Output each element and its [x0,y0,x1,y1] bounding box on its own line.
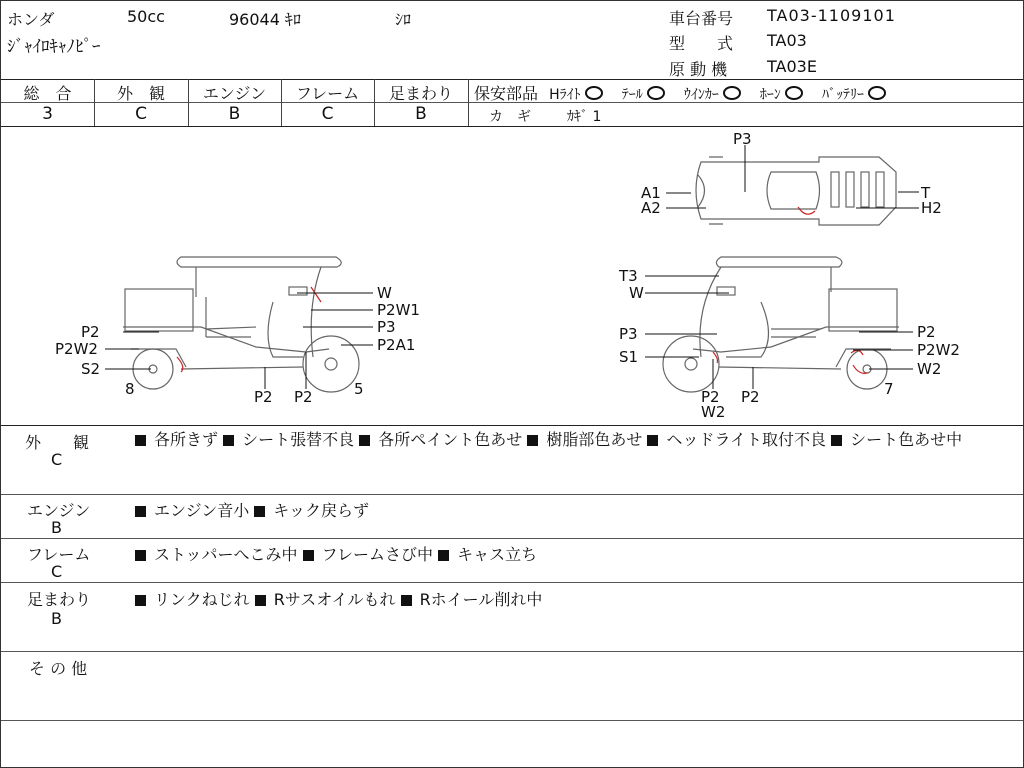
label-right-s1: S1 [619,348,639,366]
engine-type-value: TA03E [767,57,817,76]
right-side-scooter [663,257,899,392]
label-right-p3: P3 [619,325,638,343]
label-right-p2-bottom1: P2 [701,388,720,406]
frame-grade: C [321,104,334,124]
frame-label: フレーム [295,84,360,103]
damage-diagram [1,127,1023,425]
bullet-icon [223,435,234,446]
label-left-p2-bottom2: P2 [294,388,313,406]
bullet-icon [527,435,538,446]
maker: ホンダ [7,10,55,29]
bullet-icon [359,435,370,446]
remark-item: ストッパーへこみ中 [154,545,298,564]
remark-title: そ の 他 [29,659,88,678]
label-left-p2w1: P2W1 [377,301,420,319]
remark-suspension [1,583,1023,651]
model-name: ｼﾞｬｲﾛｷｬﾉﾋﾟｰ [7,37,101,57]
label-right-w2-bottom: W2 [701,403,726,421]
safety-headlight: Hﾗｲﾄ [549,87,581,103]
left-side-scooter [123,257,359,392]
safety-horn: ﾎｰﾝ [759,87,781,103]
bullet-icon [255,595,266,606]
remark-item: シート張替不良 [242,430,355,449]
divider [1,79,1023,80]
bullet-icon [401,595,412,606]
engine-label: エンジン [202,84,267,103]
safety-parts [474,81,900,104]
divider [1,720,1023,721]
engine-grade: B [228,104,241,124]
overall-grade: 3 [42,104,53,124]
displacement: 50cc [127,7,165,26]
label-right-p2-bottom2: P2 [741,388,760,406]
label-left-8: 8 [125,380,135,398]
bullet-icon [135,550,146,561]
bullet-icon [254,506,265,517]
remark-item: キャス立ち [457,545,538,564]
remark-title: 外 観 [25,433,90,452]
color: ｼﾛ [395,10,412,29]
label-right-7: 7 [884,380,894,398]
engine-type-label: 原 動 機 [669,60,728,79]
top-view-scooter [696,157,896,225]
remark-title: フレーム [27,545,91,564]
suspension-label: 足まわり [388,84,453,103]
label-right-w2: W2 [917,360,942,378]
remark-grade: C [51,562,63,581]
frame-number-label: 車台番号 [669,9,734,28]
label-top-t: T [921,184,931,202]
ok-mark-icon [647,86,665,100]
label-top-h2: H2 [921,199,942,217]
remark-item: リンクねじれ [154,590,250,609]
label-left-p2w2: P2W2 [55,340,98,358]
bullet-icon [438,550,449,561]
label-left-p2a1: P2A1 [377,336,416,354]
label-right-t3: T3 [619,267,638,285]
label-left-p2: P2 [81,323,100,341]
bullet-icon [135,506,146,517]
remark-frame [1,539,1023,582]
model-type-value: TA03 [767,31,807,50]
safety-battery: ﾊﾞｯﾃﾘｰ [822,87,865,103]
label-left-5: 5 [354,380,364,398]
remark-items [135,429,1015,451]
remark-grade: C [51,450,63,469]
remark-item: Rサスオイルもれ [273,590,396,609]
remark-exterior [1,426,1023,494]
label-right-p2w2: P2W2 [917,341,960,359]
safety-label: 保安部品 [474,84,539,103]
remark-grade: B [51,609,62,628]
ok-mark-icon [785,86,803,100]
label-top-p3: P3 [733,130,752,148]
frame-number-value: TA03-1109101 [767,6,896,25]
label-left-s2: S2 [81,360,101,378]
label-left-p2-bottom1: P2 [254,388,273,406]
remark-item: シート色あせ中 [850,430,963,449]
bullet-icon [303,550,314,561]
exterior-grade: C [135,104,147,124]
remark-grade: B [51,518,62,537]
remark-title: 足まわり [27,590,92,609]
label-top-a2: A2 [641,199,661,217]
remark-title: エンジン [27,501,91,520]
bullet-icon [135,435,146,446]
bullet-icon [647,435,658,446]
mileage: 96044 ｷﾛ [229,10,302,29]
remark-items [135,498,369,521]
safety-tail: ﾃｰﾙ [621,87,643,103]
bullet-icon [135,595,146,606]
remark-engine [1,495,1023,538]
remark-item: ヘッドライト取付不良 [666,430,826,449]
ok-mark-icon [868,86,886,100]
label-left-w: W [377,284,392,302]
remark-item: 各所きず [154,430,219,449]
remark-item: Rホイール削れ中 [419,590,543,609]
suspension-grade: B [415,104,427,124]
remark-items [135,542,537,565]
remark-item: キック戻らず [273,501,369,520]
remark-other [1,652,1023,720]
key-label: カ ギ [489,109,531,125]
label-right-w: W [629,284,644,302]
exterior-label: 外 観 [116,84,165,103]
ok-mark-icon [585,86,603,100]
ok-mark-icon [723,86,741,100]
label-left-p3: P3 [377,318,396,336]
remark-item: エンジン音小 [154,501,250,520]
label-top-a1: A1 [641,184,661,202]
model-type-label: 型 式 [669,34,734,53]
remark-items [135,587,542,610]
label-right-p2: P2 [917,323,936,341]
bullet-icon [831,435,842,446]
overall-label: 総 合 [23,84,72,103]
safety-winker: ｳｲﾝｶｰ [683,87,719,103]
remark-item: 樹脂部色あせ [546,430,643,449]
remark-item: 各所ペイント色あせ [378,430,523,449]
key-value: ｶｷﾞ 1 [567,109,602,125]
divider [468,79,469,126]
remark-item: フレームさび中 [321,545,433,564]
